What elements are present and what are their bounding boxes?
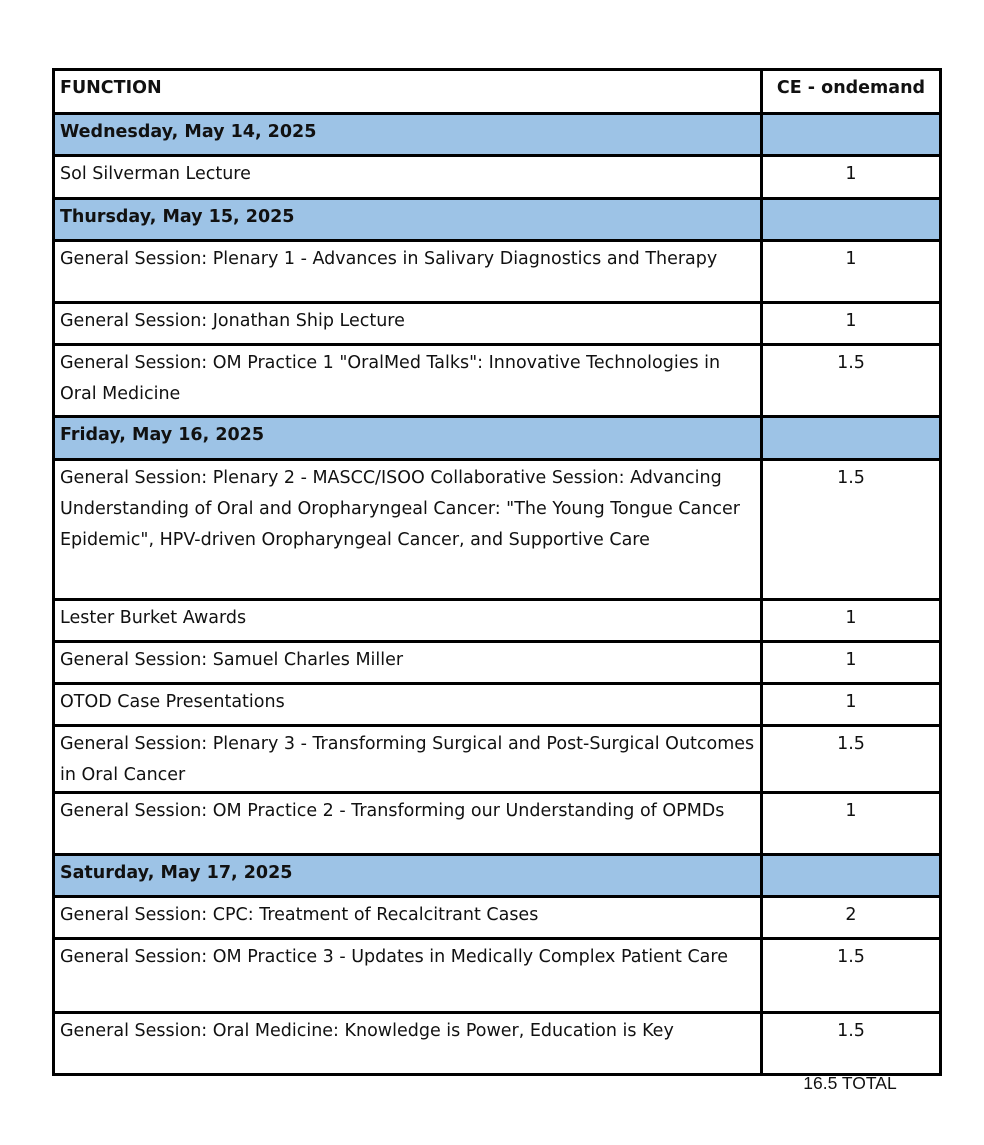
function-cell: General Session: Jonathan Ship Lecture <box>54 303 762 345</box>
total-credits: 16.5 TOTAL <box>803 1073 897 1093</box>
ce-credit-cell: 1.5 <box>762 726 941 793</box>
ce-credit-cell: 1.5 <box>762 939 941 1013</box>
table-row <box>54 726 941 793</box>
function-cell: General Session: Plenary 1 - Advances in Salivary Diagnostics and Therapy <box>54 241 762 303</box>
function-cell: General Session: Samuel Charles Miller <box>54 642 762 684</box>
function-cell: General Session: Plenary 3 - Transforming Surgical and Post-Surgical Outcomes in Oral Cancer <box>54 726 762 793</box>
ce-credit-cell: 1 <box>762 303 941 345</box>
table-row <box>54 156 941 199</box>
table-row <box>54 460 941 600</box>
table-row <box>54 642 941 684</box>
day-label: Wednesday, May 14, 2025 <box>54 114 762 156</box>
day-row <box>54 417 941 460</box>
ce-credit-cell: 1 <box>762 241 941 303</box>
function-cell: Lester Burket Awards <box>54 600 762 642</box>
header-function: FUNCTION <box>54 70 762 114</box>
function-cell: General Session: OM Practice 3 - Updates in Medically Complex Patient Care <box>54 939 762 1013</box>
table-row <box>54 684 941 726</box>
ce-credit-cell: 1.5 <box>762 345 941 417</box>
function-cell: OTOD Case Presentations <box>54 684 762 726</box>
table-row <box>54 600 941 642</box>
table-row <box>54 241 941 303</box>
ce-credit-cell: 1 <box>762 156 941 199</box>
table-row <box>54 793 941 855</box>
table-header-row <box>54 70 941 114</box>
function-cell: General Session: OM Practice 2 - Transforming our Understanding of OPMDs <box>54 793 762 855</box>
day-label: Friday, May 16, 2025 <box>54 417 762 460</box>
day-row <box>54 855 941 897</box>
ce-credit-cell: 1 <box>762 600 941 642</box>
day-row <box>54 199 941 241</box>
function-cell: General Session: CPC: Treatment of Recalcitrant Cases <box>54 897 762 939</box>
day-ce-cell <box>762 114 941 156</box>
ce-credit-cell: 1.5 <box>762 1013 941 1075</box>
function-cell: Sol Silverman Lecture <box>54 156 762 199</box>
day-label: Saturday, May 17, 2025 <box>54 855 762 897</box>
ce-schedule-table <box>52 68 942 1076</box>
table-row <box>54 303 941 345</box>
ce-credit-cell: 2 <box>762 897 941 939</box>
ce-credit-cell: 1 <box>762 684 941 726</box>
ce-credit-cell: 1 <box>762 793 941 855</box>
table-row <box>54 1013 941 1075</box>
day-row <box>54 114 941 156</box>
header-ce-ondemand: CE - ondemand <box>762 70 941 114</box>
day-ce-cell <box>762 855 941 897</box>
day-ce-cell <box>762 417 941 460</box>
day-label: Thursday, May 15, 2025 <box>54 199 762 241</box>
function-cell: General Session: Plenary 2 - MASCC/ISOO Collaborative Session: Advancing Understanding of Oral and Oropharyngeal Cancer: "The Young Tongue Cancer Epidemic", HPV-driven Oropharyngeal Cancer, and Supportive Care <box>54 460 762 600</box>
table-row <box>54 897 941 939</box>
table-row <box>54 939 941 1013</box>
ce-credit-cell: 1 <box>762 642 941 684</box>
day-ce-cell <box>762 199 941 241</box>
function-cell: General Session: Oral Medicine: Knowledge is Power, Education is Key <box>54 1013 762 1075</box>
ce-credit-cell: 1.5 <box>762 460 941 600</box>
table-row <box>54 345 941 417</box>
function-cell: General Session: OM Practice 1 "OralMed Talks": Innovative Technologies in Oral Medicine <box>54 345 762 417</box>
